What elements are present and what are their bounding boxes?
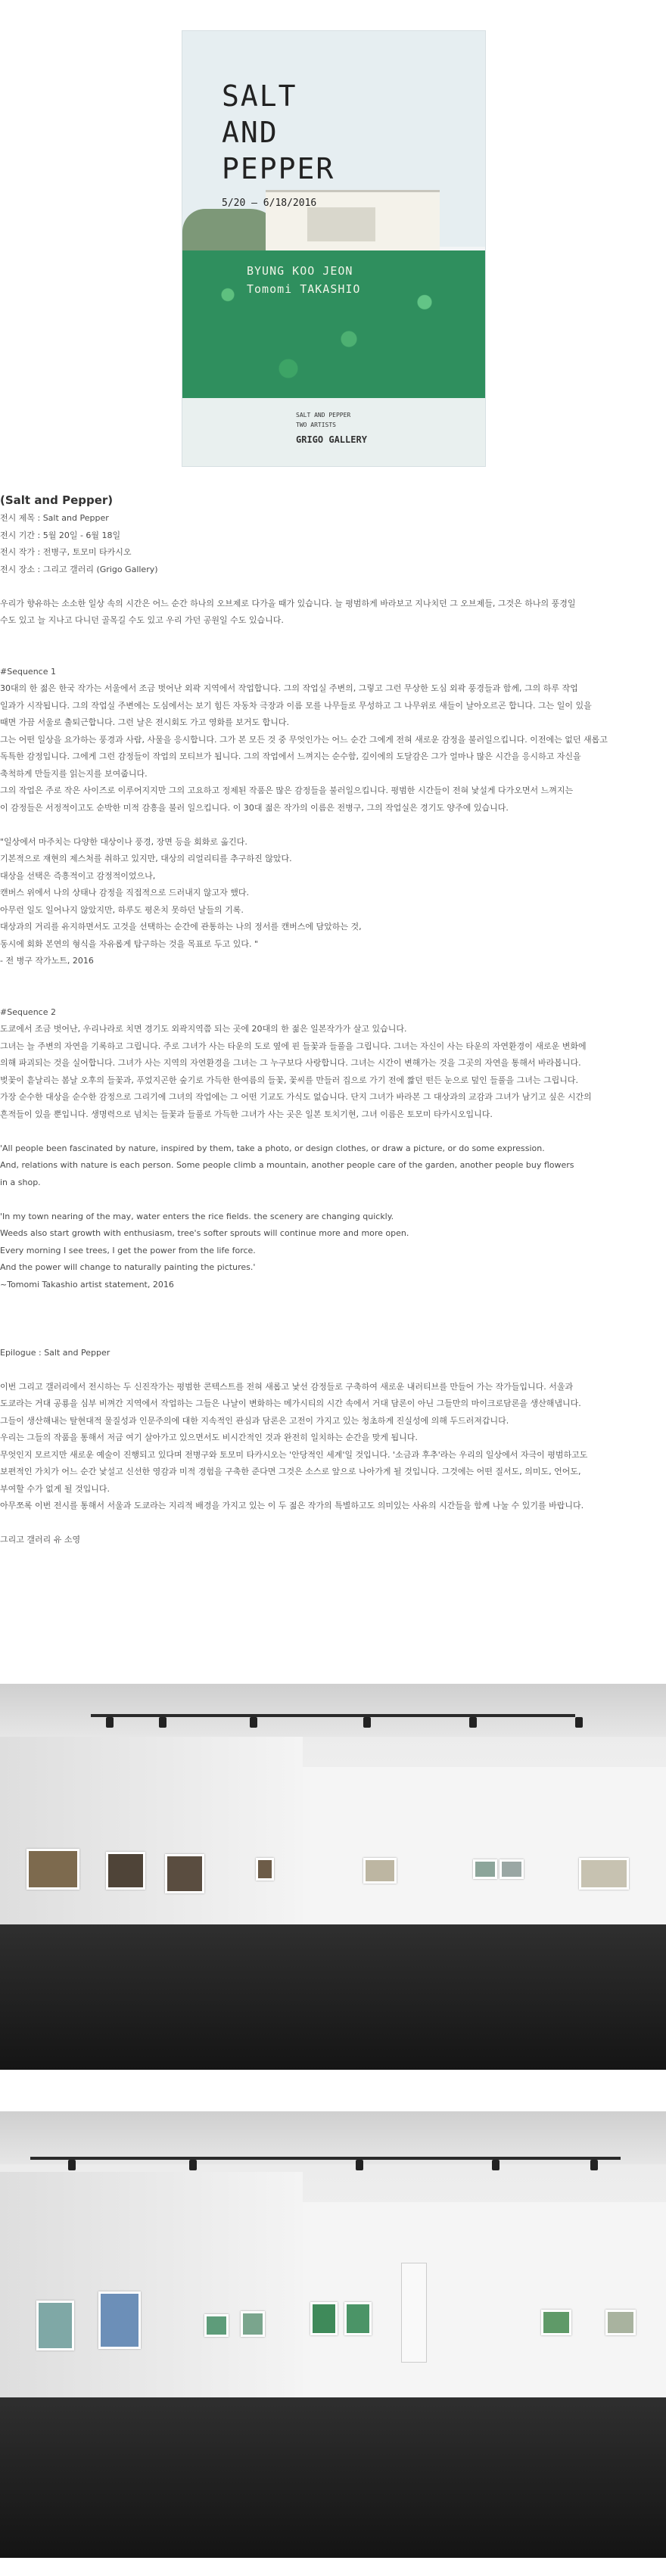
- painting: [36, 2301, 74, 2350]
- painting: [106, 1852, 145, 1890]
- painting: [204, 2314, 229, 2337]
- spotlight: [189, 2160, 197, 2170]
- quote-1-line: 기본적으로 재현의 제스처를 취하고 있지만, 대상의 리얼리티를 추구하진 않았다.: [0, 854, 292, 863]
- painting: [310, 2302, 338, 2335]
- ceiling: [0, 1684, 666, 1737]
- poster-gallery-name: GRIGO GALLERY: [296, 434, 367, 445]
- floor: [0, 2397, 666, 2558]
- info-line: 전시 작가 : 전병구, 토모미 타카시오: [0, 547, 132, 557]
- spotlight: [575, 1717, 583, 1728]
- sequence-2-line: 도쿄에서 조금 벗어난, 우리나라로 치면 경기도 외곽지역쯤 되는 곳에 20대의 한 젊은 일본작가가 살고 있습니다.: [0, 1024, 407, 1034]
- painting: [98, 2291, 141, 2349]
- artist-statement-line: ~Tomomi Takashio artist statement, 2016: [0, 1279, 174, 1290]
- poster-title: [222, 78, 388, 187]
- sequence-2-line: 벚꽃이 흩날리는 봄날 오후의 들꽃과, 푸었지곤한 숲기로 가득한 한여름의 들꽃, 꽃씨를 만들러 집으로 가기 전에 짧던 떤든 눈으로 덮인 들풀을 그녀는 그립니다.: [0, 1075, 578, 1085]
- poster-artist-2: Tomomi TAKASHIO: [247, 282, 361, 296]
- exhibition-poster: [182, 30, 486, 467]
- floor: [0, 1924, 666, 2070]
- painting: [473, 1859, 497, 1879]
- epilogue-line: 무엇인지 모르지만 새로운 예술이 진행되고 있다며 전병구와 토모미 타카시오는 '안당적인 세계'일 것입니다. '소금과 후추'라는 우리의 일상에서 자극이 평범하고도: [0, 1449, 588, 1460]
- artist-statement-line: Weeds also start growth with enthusiasm, tree's softer sprouts will continue more and more open.: [0, 1228, 409, 1238]
- sequence-1-line: 30대의 한 젊은 한국 작가는 서울에서 조금 벗어난 외곽 지역에서 작업합니다. 그의 작업실 주변의, 그렇고 그런 무상한 도심 외곽 풍경들과 함께, 그의 하루 작업: [0, 683, 578, 693]
- poster-title-line: SALT: [222, 79, 297, 113]
- artist-statement-line: 'In my town nearing of the may, water enters the rice fields. the scenery are changing quickly.: [0, 1211, 394, 1221]
- poster-footer-2: TWO ARTISTS: [296, 422, 336, 428]
- sequence-2-heading: #Sequence 2: [0, 1006, 56, 1017]
- intro-line: 수도 있고 늘 지나고 다니던 골목길 수도 있고 우리 가던 공원일 수도 있습니다.: [0, 615, 284, 625]
- epilogue-heading: Epilogue : Salt and Pepper: [0, 1347, 110, 1358]
- painting: [605, 2310, 636, 2335]
- light-track: [30, 2157, 621, 2160]
- epilogue-line: 부여할 수가 없게 될 것입니다.: [0, 1483, 110, 1494]
- painting: [344, 2302, 372, 2335]
- signature: 그리고 갤러리 유 소영: [0, 1535, 81, 1545]
- spotlight: [363, 1717, 371, 1728]
- spotlight: [68, 2160, 76, 2170]
- epilogue-line: 그들이 생산해내는 탈현대적 물질성과 인문주의에 대한 지속적인 관심과 담론은 고전이 가지고 있는 청초하게 진실성에 의해 두드러져갑니다.: [0, 1415, 509, 1426]
- quote-1-line: 아무런 일도 일어나지 않았지만, 하루도 평온치 못하던 날들의 기록.: [0, 904, 244, 915]
- info-line: 전시 제목 : Salt and Pepper: [0, 513, 109, 523]
- gallery-photo-2: [0, 2111, 666, 2558]
- quote-1-line: "일상에서 마주치는 다양한 대상이나 풍경, 장면 등을 회화로 옮긴다.: [0, 836, 247, 847]
- spotlight: [590, 2160, 598, 2170]
- sequence-1-line: 때면 가끔 서울로 출퇴근합니다. 그런 날은 전시회도 가고 영화를 보거도 합니다.: [0, 717, 289, 727]
- painting: [363, 1858, 397, 1884]
- spotlight: [250, 1717, 257, 1728]
- info-line: 전시 장소 : 그리고 갤러리 (Grigo Gallery): [0, 564, 158, 574]
- quote-1-line: 대상과의 거리를 유지하면서도 고것을 선택하는 순간에 관통하는 나의 정서를 캔버스에 담았하는 것,: [0, 922, 362, 932]
- painting: [500, 1859, 524, 1879]
- sequence-2-line: 흔적들이 있을 뿐입니다. 생명력으로 넘치는 들꽃과 들풀로 가득한 그녀가 사는 곳은 일본 토치기현, 그녀 이름은 토모미 타카시오입니다.: [0, 1109, 493, 1119]
- epilogue-line: 보편적인 가치가 어느 순간 낯설고 신선한 영감과 미적 경험을 구축한 준다면 그것은 소스로 앞으로 나아가게 될 것입니다. 그것에는 어떤 질서도, 의미도, 언어도,: [0, 1467, 581, 1476]
- painting: [579, 1858, 629, 1890]
- left-wall: [0, 2172, 303, 2399]
- gallery-photo-1: [0, 1684, 666, 2070]
- painting: [241, 2311, 265, 2337]
- exhibition-heading: (Salt and Pepper): [0, 493, 114, 507]
- english-quote-line: 'All people been fascinated by nature, inspired by them, take a photo, or design clothes, or draw a picture, or do some expression.: [0, 1143, 545, 1153]
- left-wall: [0, 1737, 303, 1926]
- epilogue-line: 아무쪼록 이번 전시를 통해서 서울과 도쿄라는 지리적 배경을 가지고 있는 이 두 젊은 작가의 특별하고도 의미있는 사유의 시간들을 함께 나눌 수 있기를 바랍니다.: [0, 1501, 584, 1510]
- poster-artist-1: BYUNG KOO JEON: [247, 264, 353, 278]
- spotlight: [469, 1717, 477, 1728]
- article-body: [0, 490, 651, 1549]
- sequence-1-line: 축척하게 만들지를 읽는지를 보여줍니다.: [0, 768, 148, 779]
- sequence-1-line: 그의 작업은 주로 작은 사이즈로 이루어지지만 그의 고요하고 정제된 작품은 많은 감정들을 불러일으킵니다. 평범한 시간들이 전혀 낯설게 다가오면서 느껴지는: [0, 786, 574, 795]
- intro-line: 우리가 향유하는 소소한 일상 속의 시간은 어느 순간 하나의 오브제로 다가올 때가 있습니다. 늘 평범하게 바라보고 지나치던 그 오브제들, 그것은 하나의 풍경일: [0, 598, 576, 608]
- epilogue-line: 도쿄라는 거대 공룡을 심부 비껴간 지역에서 작업하는 그들은 나날이 변화하는 메가시티의 시간 속에서 거대 담론이 아닌 그들만의 마이크로담론을 생산해냅니다.: [0, 1398, 581, 1408]
- spotlight: [106, 1717, 114, 1728]
- poster-title-line: PEPPER: [222, 152, 335, 185]
- gallery-door: [401, 2263, 427, 2363]
- artist-statement-line: And the power will change to naturally painting the pictures.': [0, 1262, 256, 1272]
- spotlight: [492, 2160, 500, 2170]
- sequence-1-heading: #Sequence 1: [0, 666, 56, 677]
- back-wall: [303, 1767, 666, 1926]
- sequence-1-line: 일과가 시작됩니다. 그의 작업실 주변에는 도심에서는 보기 힘든 자동차 극장과 이름 모를 나무들로 무성하고 그 나무위로 새들이 날아오르곤 합니다. 그는 일이 있을: [0, 700, 592, 711]
- sequence-1-line: 독특한 감정입니다. 그에게 그런 감정들이 작업의 모티브가 됩니다. 그의 작업에서 느껴지는 순수함, 깊이에의 도달감은 그가 얼마나 많은 시간을 응시하고 자신을: [0, 751, 581, 761]
- spotlight: [356, 2160, 363, 2170]
- sequence-2-line: 가장 순수한 대상을 순수한 감정으로 그리기에 그녀의 작업에는 그 어떤 기교도 가식도 없습니다. 단지 그녀가 바라본 그 대상과의 교감과 그녀가 남기고 싶은 시간의: [0, 1092, 592, 1102]
- poster-footer-band: [182, 398, 485, 466]
- sequence-2-line: 그녀는 늘 주변의 자연을 기록하고 그립니다. 주로 그녀가 사는 타운의 도로 옆에 핀 들꽃과 들풀을 그립니다. 그녀는 자신이 사는 타운의 자연환경이 새로운 변화에: [0, 1041, 587, 1051]
- painting: [26, 1849, 79, 1890]
- sequence-1-line: 그는 어떤 일상을 요가하는 풍경과 사람, 사물을 응시합니다. 그가 본 모든 것 중 무엇인가는 어느 순간 그에게 전혀 새로운 감정을 불러일으킵니다. 이전에는 없던 새롭고: [0, 734, 608, 745]
- info-line: 전시 기간 : 5월 20일 - 6월 18일: [0, 530, 121, 540]
- painting: [256, 1858, 274, 1881]
- poster-footer-1: SALT AND PEPPER: [296, 412, 351, 418]
- painting: [541, 2310, 571, 2335]
- poster-building-window: [307, 207, 375, 241]
- quote-1-line: 캔버스 위에서 나의 상태나 감정을 직접적으로 드러내지 않고자 했다.: [0, 888, 249, 898]
- epilogue-line: 이번 그리고 갤러리에서 전시하는 두 신진작가는 평범한 콘텍스트를 전혀 새롭고 낯선 감정들로 구축하여 새로운 내러티브를 만들어 가는 작가들입니다. 서울과: [0, 1381, 574, 1392]
- poster-title-line: AND: [222, 116, 279, 149]
- english-quote-line: And, relations with nature is each person. Some people climb a mountain, another people care of the garden, another people buy flowers: [0, 1160, 574, 1170]
- sequence-1-line: 이 감정들은 서정적이고도 순박한 미적 감흥을 불러 일으킵니다. 이 30대 젊은 작가의 이름은 전병구, 그의 작업실은 경기도 양주에 있습니다.: [0, 802, 509, 813]
- back-wall: [303, 2202, 666, 2399]
- sequence-2-line: 의해 파괴되는 것을 실어합니다. 그녀가 사는 지역의 자연환경을 그녀는 그 누구보다 사랑합니다. 그녀는 시간이 변해가는 것을 그곳의 자연을 통해서 바라봅니다.: [0, 1058, 581, 1068]
- epilogue-line: 우리는 그들의 작품을 통해서 저금 여기 살아가고 있으면서도 비시간적인 것과 완전히 일치하는 순간을 맞게 됩니다.: [0, 1433, 418, 1442]
- quote-1-line: 대상을 선택은 즉흥적이고 감정적이었으나,: [0, 870, 156, 881]
- spotlight: [159, 1717, 166, 1728]
- quote-1-line: - 전 병구 작가노트, 2016: [0, 956, 94, 966]
- poster-dates: 5/20 — 6/18/2016: [222, 198, 317, 209]
- english-quote-line: in a shop.: [0, 1177, 41, 1187]
- quote-1-line: 동시에 회화 본연의 형식을 자유롭게 탐구하는 것을 목표로 두고 있다. ": [0, 938, 259, 949]
- painting: [165, 1854, 204, 1893]
- artist-statement-line: Every morning I see trees, I get the power from the life force.: [0, 1245, 256, 1255]
